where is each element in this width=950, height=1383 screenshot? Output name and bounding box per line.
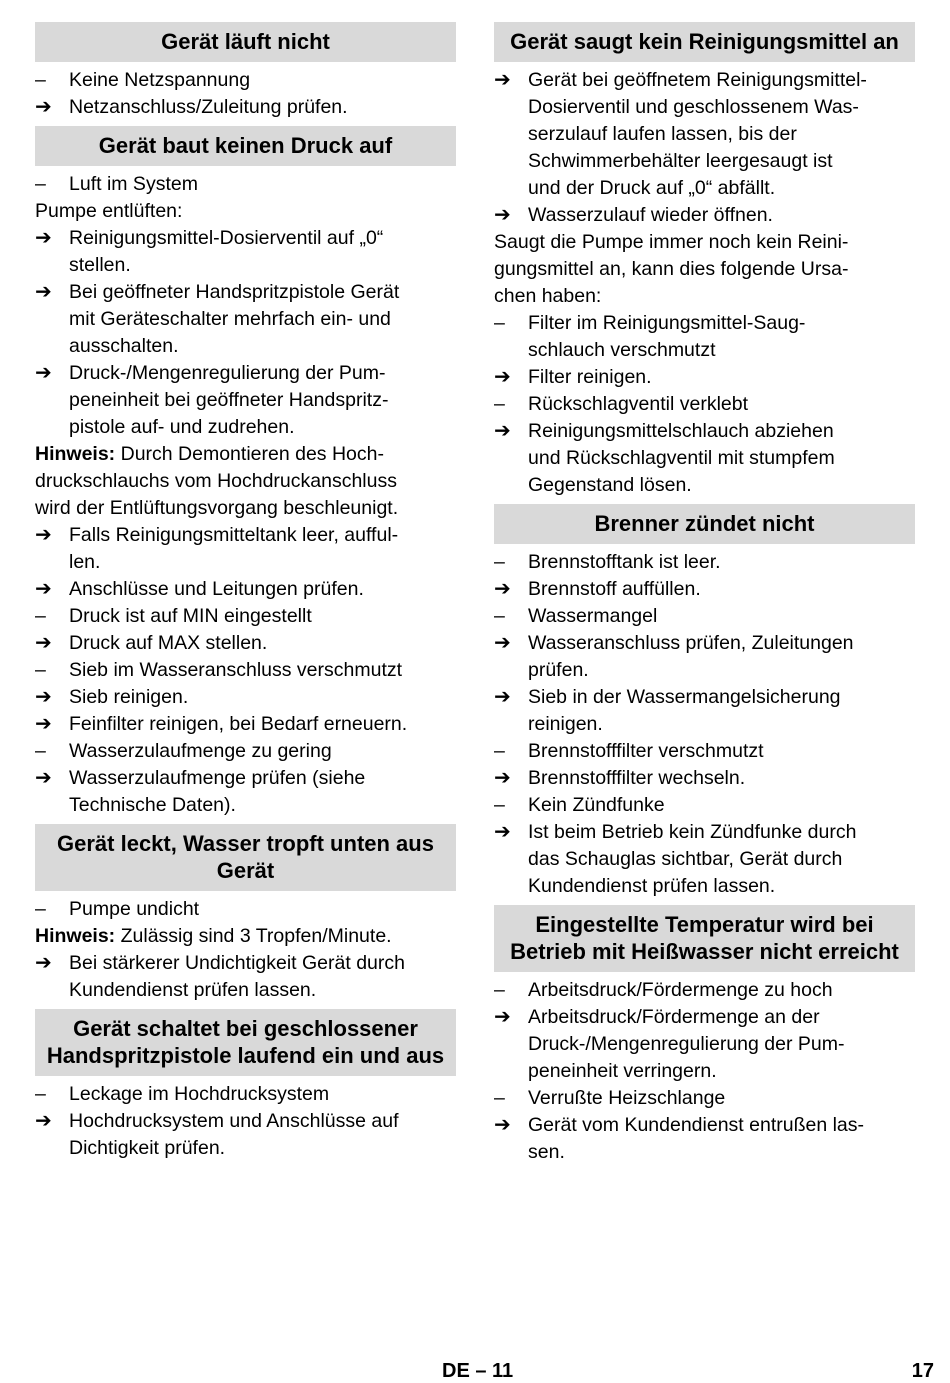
arrow-right-icon: ➔	[35, 686, 52, 708]
item-text: Druck-/Mengenregulierung der Pum-	[528, 1033, 845, 1055]
item-text: pistole auf- und zudrehen.	[69, 416, 295, 438]
item-text: Sieb reinigen.	[69, 686, 189, 708]
item-continuation	[35, 977, 456, 1004]
action-item	[35, 950, 456, 977]
action-item	[494, 67, 915, 94]
item-continuation	[35, 306, 456, 333]
item-continuation	[35, 792, 456, 819]
item-text: mit Geräteschalter mehrfach ein- und	[69, 308, 391, 330]
dash-marker: –	[35, 69, 46, 91]
dash-marker: –	[494, 794, 505, 816]
item-text: Filter im Reinigungsmittel-Saug-	[528, 312, 806, 334]
note-label: Hinweis:	[35, 443, 116, 465]
item-text: Wasseranschluss prüfen, Zuleitungen	[528, 632, 854, 654]
arrow-right-icon: ➔	[494, 366, 511, 388]
item-text: prüfen.	[528, 659, 589, 681]
item-text: Brennstofftank ist leer.	[528, 551, 721, 573]
action-item	[35, 684, 456, 711]
item-text: Reinigungsmittelschlauch abziehen	[528, 420, 834, 442]
left-column	[35, 22, 456, 1162]
dash-marker: –	[494, 605, 505, 627]
action-item	[494, 1112, 915, 1139]
cause-item	[494, 1085, 915, 1112]
item-text: Ist beim Betrieb kein Zündfunke durch	[528, 821, 857, 843]
dash-marker: –	[35, 898, 46, 920]
note-text: Zulässig sind 3 Tropfen/Minute.	[115, 925, 392, 947]
item-continuation	[35, 414, 456, 441]
item-text: Bei stärkerer Undichtigkeit Gerät durch	[69, 952, 405, 974]
item-text: schlauch verschmutzt	[528, 339, 716, 361]
item-text: Wasserzulauf wieder öffnen.	[528, 204, 773, 226]
paragraph-line: wird der Entlüftungsvorgang beschleunigt.	[35, 497, 399, 519]
paragraph-line: druckschlauchs vom Hochdruckanschluss	[35, 470, 397, 492]
item-text: Wasserzulaufmenge zu gering	[69, 740, 332, 762]
item-text: Gerät bei geöffnetem Reinigungsmittel-	[528, 69, 867, 91]
action-item	[494, 364, 915, 391]
arrow-right-icon: ➔	[494, 686, 511, 708]
item-text: Kundendienst prüfen lassen.	[69, 979, 317, 1001]
arrow-right-icon: ➔	[494, 1114, 511, 1136]
item-text: Brennstofffilter verschmutzt	[528, 740, 764, 762]
cause-item	[35, 896, 456, 923]
cause-item	[494, 310, 915, 337]
item-text: len.	[69, 551, 101, 573]
dash-marker: –	[35, 659, 46, 681]
item-text: Gerät vom Kundendienst entrußen las-	[528, 1114, 865, 1136]
dash-marker: –	[494, 551, 505, 573]
item-continuation	[494, 175, 915, 202]
cause-item	[35, 67, 456, 94]
item-text: und Rückschlagventil mit stumpfem	[528, 447, 835, 469]
item-text: Wassermangel	[528, 605, 658, 627]
cause-item	[35, 657, 456, 684]
dash-marker: –	[35, 173, 46, 195]
cause-item	[35, 1081, 456, 1108]
arrow-right-icon: ➔	[35, 578, 52, 600]
note-line	[35, 923, 456, 950]
action-item	[35, 1108, 456, 1135]
action-item	[35, 711, 456, 738]
right-column	[494, 22, 915, 1166]
item-continuation	[35, 387, 456, 414]
footer-section-label: DE – 11	[442, 1360, 514, 1382]
action-item	[35, 360, 456, 387]
section-heading: Brenner zündet nicht	[494, 504, 915, 544]
action-item	[494, 819, 915, 846]
item-continuation	[494, 337, 915, 364]
item-text: das Schauglas sichtbar, Gerät durch	[528, 848, 843, 870]
action-item	[35, 522, 456, 549]
action-item	[494, 765, 915, 792]
item-text: Falls Reinigungsmitteltank leer, aufful-	[69, 524, 399, 546]
item-continuation	[494, 657, 915, 684]
arrow-right-icon: ➔	[35, 767, 52, 789]
item-text: Verrußte Heizschlange	[528, 1087, 726, 1109]
action-item	[494, 1004, 915, 1031]
item-text: sen.	[528, 1141, 565, 1163]
arrow-right-icon: ➔	[35, 362, 52, 384]
item-continuation	[494, 873, 915, 900]
item-text: Leckage im Hochdrucksystem	[69, 1083, 330, 1105]
item-text: reinigen.	[528, 713, 603, 735]
item-continuation	[494, 121, 915, 148]
dash-marker: –	[35, 740, 46, 762]
item-text: Kein Zündfunke	[528, 794, 665, 816]
cause-item	[35, 603, 456, 630]
item-text: Bei geöffneter Handspritzpistole Gerät	[69, 281, 400, 303]
arrow-right-icon: ➔	[35, 952, 52, 974]
item-text: Luft im System	[69, 173, 198, 195]
item-text: Keine Netzspannung	[69, 69, 251, 91]
item-text: und der Druck auf „0“ abfällt.	[528, 177, 776, 199]
item-continuation	[494, 472, 915, 499]
paragraph-line: chen haben:	[494, 285, 602, 307]
item-text: Kundendienst prüfen lassen.	[528, 875, 776, 897]
arrow-right-icon: ➔	[494, 578, 511, 600]
cause-item	[494, 738, 915, 765]
item-text: Druck auf MAX stellen.	[69, 632, 268, 654]
item-text: ausschalten.	[69, 335, 179, 357]
item-text: Sieb in der Wassermangelsicherung	[528, 686, 841, 708]
action-item	[35, 225, 456, 252]
item-text: Arbeitsdruck/Fördermenge zu hoch	[528, 979, 833, 1001]
cause-item	[35, 171, 456, 198]
action-item	[494, 202, 915, 229]
item-text: peneinheit verringern.	[528, 1060, 717, 1082]
arrow-right-icon: ➔	[494, 821, 511, 843]
arrow-right-icon: ➔	[35, 632, 52, 654]
paragraph-line: gungsmittel an, kann dies folgende Ursa-	[494, 258, 849, 280]
arrow-right-icon: ➔	[494, 632, 511, 654]
cause-item	[494, 603, 915, 630]
item-text: Brennstofffilter wechseln.	[528, 767, 746, 789]
arrow-right-icon: ➔	[35, 227, 52, 249]
item-text: stellen.	[69, 254, 131, 276]
arrow-right-icon: ➔	[35, 281, 52, 303]
item-text: Netzanschluss/Zuleitung prüfen.	[69, 96, 348, 118]
section-heading: Gerät läuft nicht	[35, 22, 456, 62]
action-item	[494, 576, 915, 603]
item-text: Reinigungsmittel-Dosierventil auf „0“	[69, 227, 384, 249]
item-text: Feinfilter reinigen, bei Bedarf erneuern.	[69, 713, 408, 735]
cause-item	[494, 977, 915, 1004]
item-text: Pumpe undicht	[69, 898, 200, 920]
arrow-right-icon: ➔	[494, 69, 511, 91]
item-continuation	[494, 1139, 915, 1166]
item-continuation	[494, 94, 915, 121]
dash-marker: –	[494, 740, 505, 762]
item-text: Druck-/Mengenregulierung der Pum-	[69, 362, 386, 384]
item-continuation	[35, 252, 456, 279]
item-continuation	[35, 1135, 456, 1162]
action-item	[494, 684, 915, 711]
arrow-right-icon: ➔	[35, 713, 52, 735]
arrow-right-icon: ➔	[35, 1110, 52, 1132]
item-continuation	[494, 445, 915, 472]
item-text: Hochdrucksystem und Anschlüsse auf	[69, 1110, 399, 1132]
item-text: Sieb im Wasseranschluss verschmutzt	[69, 659, 403, 681]
action-item	[35, 94, 456, 121]
item-text: Gegenstand lösen.	[528, 474, 692, 496]
section-heading: Gerät saugt kein Reinigungsmittel an	[494, 22, 915, 62]
action-item	[35, 765, 456, 792]
arrow-right-icon: ➔	[35, 96, 52, 118]
item-continuation	[35, 549, 456, 576]
section-heading: Gerät schaltet bei geschlossener Handspritzpistole laufend ein und aus	[35, 1009, 456, 1076]
arrow-right-icon: ➔	[494, 420, 511, 442]
item-text: Dosierventil und geschlossenem Was-	[528, 96, 859, 118]
dash-marker: –	[494, 393, 505, 415]
item-continuation	[494, 1058, 915, 1085]
cause-item	[35, 738, 456, 765]
cause-item	[494, 549, 915, 576]
arrow-right-icon: ➔	[494, 204, 511, 226]
item-text: Wasserzulaufmenge prüfen (siehe	[69, 767, 366, 789]
item-continuation	[494, 1031, 915, 1058]
section-heading: Gerät baut keinen Druck auf	[35, 126, 456, 166]
section-heading: Eingestellte Temperatur wird bei Betrieb mit Heißwasser nicht erreicht	[494, 905, 915, 972]
action-item	[35, 576, 456, 603]
item-text: Filter reinigen.	[528, 366, 652, 388]
item-continuation	[494, 846, 915, 873]
paragraph-line: Saugt die Pumpe immer noch kein Reini-	[494, 231, 849, 253]
item-text: Schwimmerbehälter leergesaugt ist	[528, 150, 833, 172]
paragraph-line: Pumpe entlüften:	[35, 200, 183, 222]
cause-item	[494, 391, 915, 418]
item-text: Druck ist auf MIN eingestellt	[69, 605, 312, 627]
item-continuation	[494, 148, 915, 175]
item-text: Dichtigkeit prüfen.	[69, 1137, 226, 1159]
arrow-right-icon: ➔	[494, 1006, 511, 1028]
item-text: Brennstoff auffüllen.	[528, 578, 701, 600]
item-continuation	[35, 333, 456, 360]
item-text: peneinheit bei geöffneter Handspritz-	[69, 389, 389, 411]
item-continuation	[494, 711, 915, 738]
arrow-right-icon: ➔	[35, 524, 52, 546]
dash-marker: –	[494, 979, 505, 1001]
action-item	[35, 279, 456, 306]
item-text: serzulauf laufen lassen, bis der	[528, 123, 797, 145]
note-line	[35, 441, 456, 468]
dash-marker: –	[35, 1083, 46, 1105]
item-text: Anschlüsse und Leitungen prüfen.	[69, 578, 364, 600]
dash-marker: –	[35, 605, 46, 627]
action-item	[494, 630, 915, 657]
action-item	[494, 418, 915, 445]
item-text: Arbeitsdruck/Fördermenge an der	[528, 1006, 820, 1028]
item-text: Technische Daten).	[69, 794, 236, 816]
arrow-right-icon: ➔	[494, 767, 511, 789]
action-item	[35, 630, 456, 657]
item-text: Rückschlagventil verklebt	[528, 393, 749, 415]
dash-marker: –	[494, 312, 505, 334]
dash-marker: –	[494, 1087, 505, 1109]
page-number: 17	[911, 1360, 934, 1382]
note-text: Durch Demontieren des Hoch-	[115, 443, 384, 465]
section-heading: Gerät leckt, Wasser tropft unten aus Gerät	[35, 824, 456, 891]
note-label: Hinweis:	[35, 925, 116, 947]
cause-item	[494, 792, 915, 819]
